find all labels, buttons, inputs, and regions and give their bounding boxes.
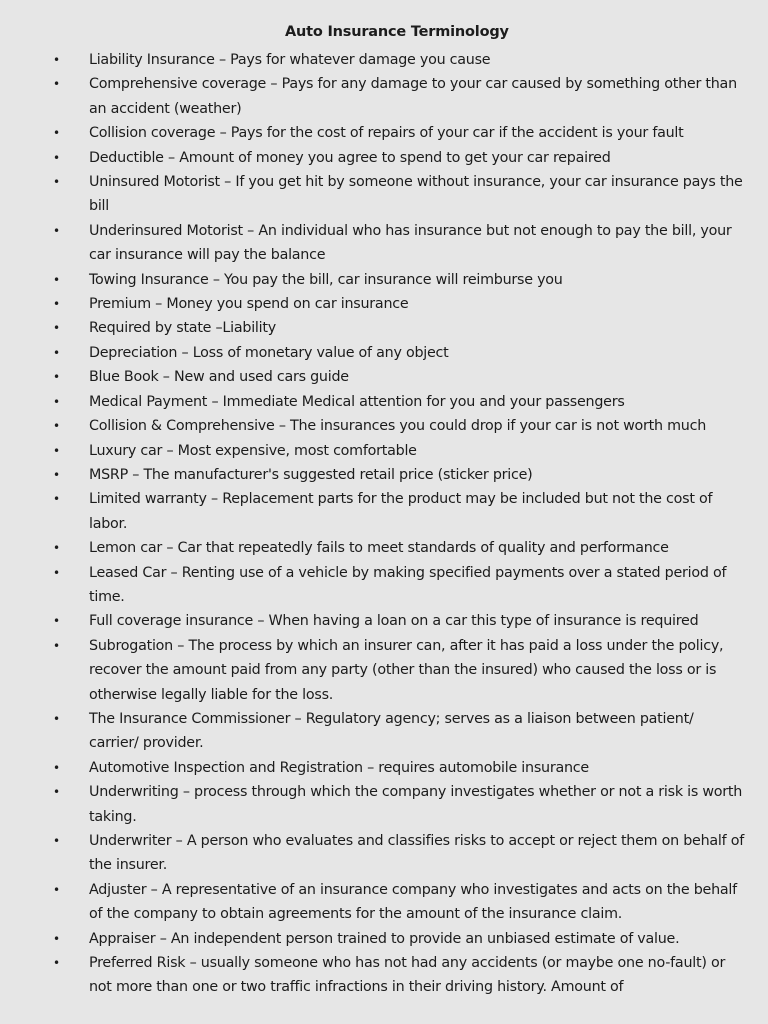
bullet-icon: • [53,443,60,458]
term-item [0,390,768,414]
term-item [0,268,768,292]
term-text: Collision coverage – Pays for the cost of repairs of your car if the accident is your fault [89,125,684,142]
term-item [0,609,768,633]
term-text: Underwriting – process through which the company investigates whether or not a risk is worth taking. [89,784,743,825]
term-text: Lemon car – Car that repeatedly fails to meet standards of quality and performance [89,540,669,557]
term-item [0,878,768,927]
bullet-icon: • [53,760,60,775]
term-text: Appraiser – An independent person trained to provide an unbiased estimate of value. [89,930,680,947]
term-item [0,463,768,487]
term-text: MSRP – The manufacturer's suggested retail price (sticker price) [89,466,533,483]
term-item [0,292,768,316]
term-text: Comprehensive coverage – Pays for any damage to your car caused by something other than an accident (weather) [89,76,737,117]
term-text: Subrogation – The process by which an insurer can, after it has paid a loss under the policy, recover the amount paid from any party (other than the insured) who caused the loss or is otherwise legally liable for the loss. [89,637,724,703]
bullet-icon: • [53,834,60,848]
term-item [0,170,768,219]
term-text: Collision & Comprehensive – The insurances you could drop if your car is not worth much [89,418,707,435]
term-item [0,951,768,1000]
term-text: Towing Insurance – You pay the bill, car insurance will reimburse you [89,271,563,288]
bullet-icon: • [53,394,60,409]
term-text: Required by state –Liability [89,320,276,337]
bullet-icon: • [53,467,60,482]
bullet-icon: • [53,175,60,190]
term-item [0,48,768,72]
term-text: Underwriter – A person who evaluates and classifies risks to accept or reject them on behalf of the insurer. [89,833,745,874]
bullet-icon: • [53,882,60,897]
term-item [0,146,768,170]
bullet-icon: • [53,638,60,653]
term-item [0,439,768,463]
term-text: Automotive Inspection and Registration – requires automobile insurance [89,759,589,776]
term-text: Blue Book – New and used cars guide [89,369,349,386]
term-text: Underinsured Motorist – An individual who has insurance but not enough to pay the bill, your car insurance will pay the balance [89,222,732,264]
term-text: Limited warranty – Replacement parts for the product may be included but not the cost of labor. [89,491,713,532]
term-item [0,536,768,560]
term-item [0,780,768,829]
bullet-icon: • [53,53,60,67]
term-item [0,219,768,268]
term-text: Medical Payment – Immediate Medical attention for you and your passengers [89,393,625,410]
bullet-icon: • [53,272,60,287]
term-text: The Insurance Commissioner – Regulatory agency; serves as a liaison between patient/ carrier/ provider. [89,710,694,752]
term-item [0,341,768,365]
document-title: Auto Insurance Terminology [285,24,509,40]
term-text: Luxury car – Most expensive, most comfortable [89,442,417,459]
term-item [0,756,768,780]
bullet-icon: • [53,541,60,556]
bullet-icon: • [53,77,60,92]
term-text: Premium – Money you spend on car insurance [89,296,409,313]
bullet-icon: • [53,297,60,312]
term-text: Adjuster – A representative of an insurance company who investigates and acts on the behalf of the company to obtain agreements for the amount of the insurance claim. [89,881,737,923]
bullet-icon: • [53,956,60,971]
term-item [0,829,768,878]
bullet-icon: • [53,150,60,165]
term-text: Liability Insurance – Pays for whatever damage you cause [89,52,491,68]
term-text: Depreciation – Loss of monetary value of any object [89,344,449,361]
bullet-icon: • [53,565,60,580]
bullet-icon: • [53,345,60,360]
bullet-icon: • [53,614,60,629]
bullet-icon: • [53,126,60,141]
bullet-icon: • [53,711,60,726]
term-item [0,414,768,438]
term-text: Leased Car – Renting use of a vehicle by making specified payments over a stated period of time. [89,564,727,605]
terminology-list [0,48,768,1000]
bullet-icon: • [53,370,60,385]
term-text: Preferred Risk – usually someone who has not had any accidents (or maybe one no-fault) or not more than one or two traffic infractions in their driving history. Amount of [89,955,726,996]
term-item [0,487,768,536]
term-text: Deductible – Amount of money you agree to spend to get your car repaired [89,149,611,166]
term-item [0,365,768,389]
term-text: Full coverage insurance – When having a loan on a car this type of insurance is required [89,613,699,630]
bullet-icon: • [53,321,60,336]
term-item [0,634,768,707]
bullet-icon: • [53,223,60,238]
bullet-icon: • [53,785,60,800]
bullet-icon: • [53,419,60,434]
term-text: Uninsured Motorist – If you get hit by someone without insurance, your car insurance pays the bill [89,174,743,215]
term-item [0,561,768,610]
bullet-icon: • [53,492,60,507]
term-item [0,707,768,756]
term-item [0,316,768,340]
term-item [0,72,768,121]
term-item [0,927,768,951]
term-item [0,121,768,145]
bullet-icon: • [53,931,60,946]
